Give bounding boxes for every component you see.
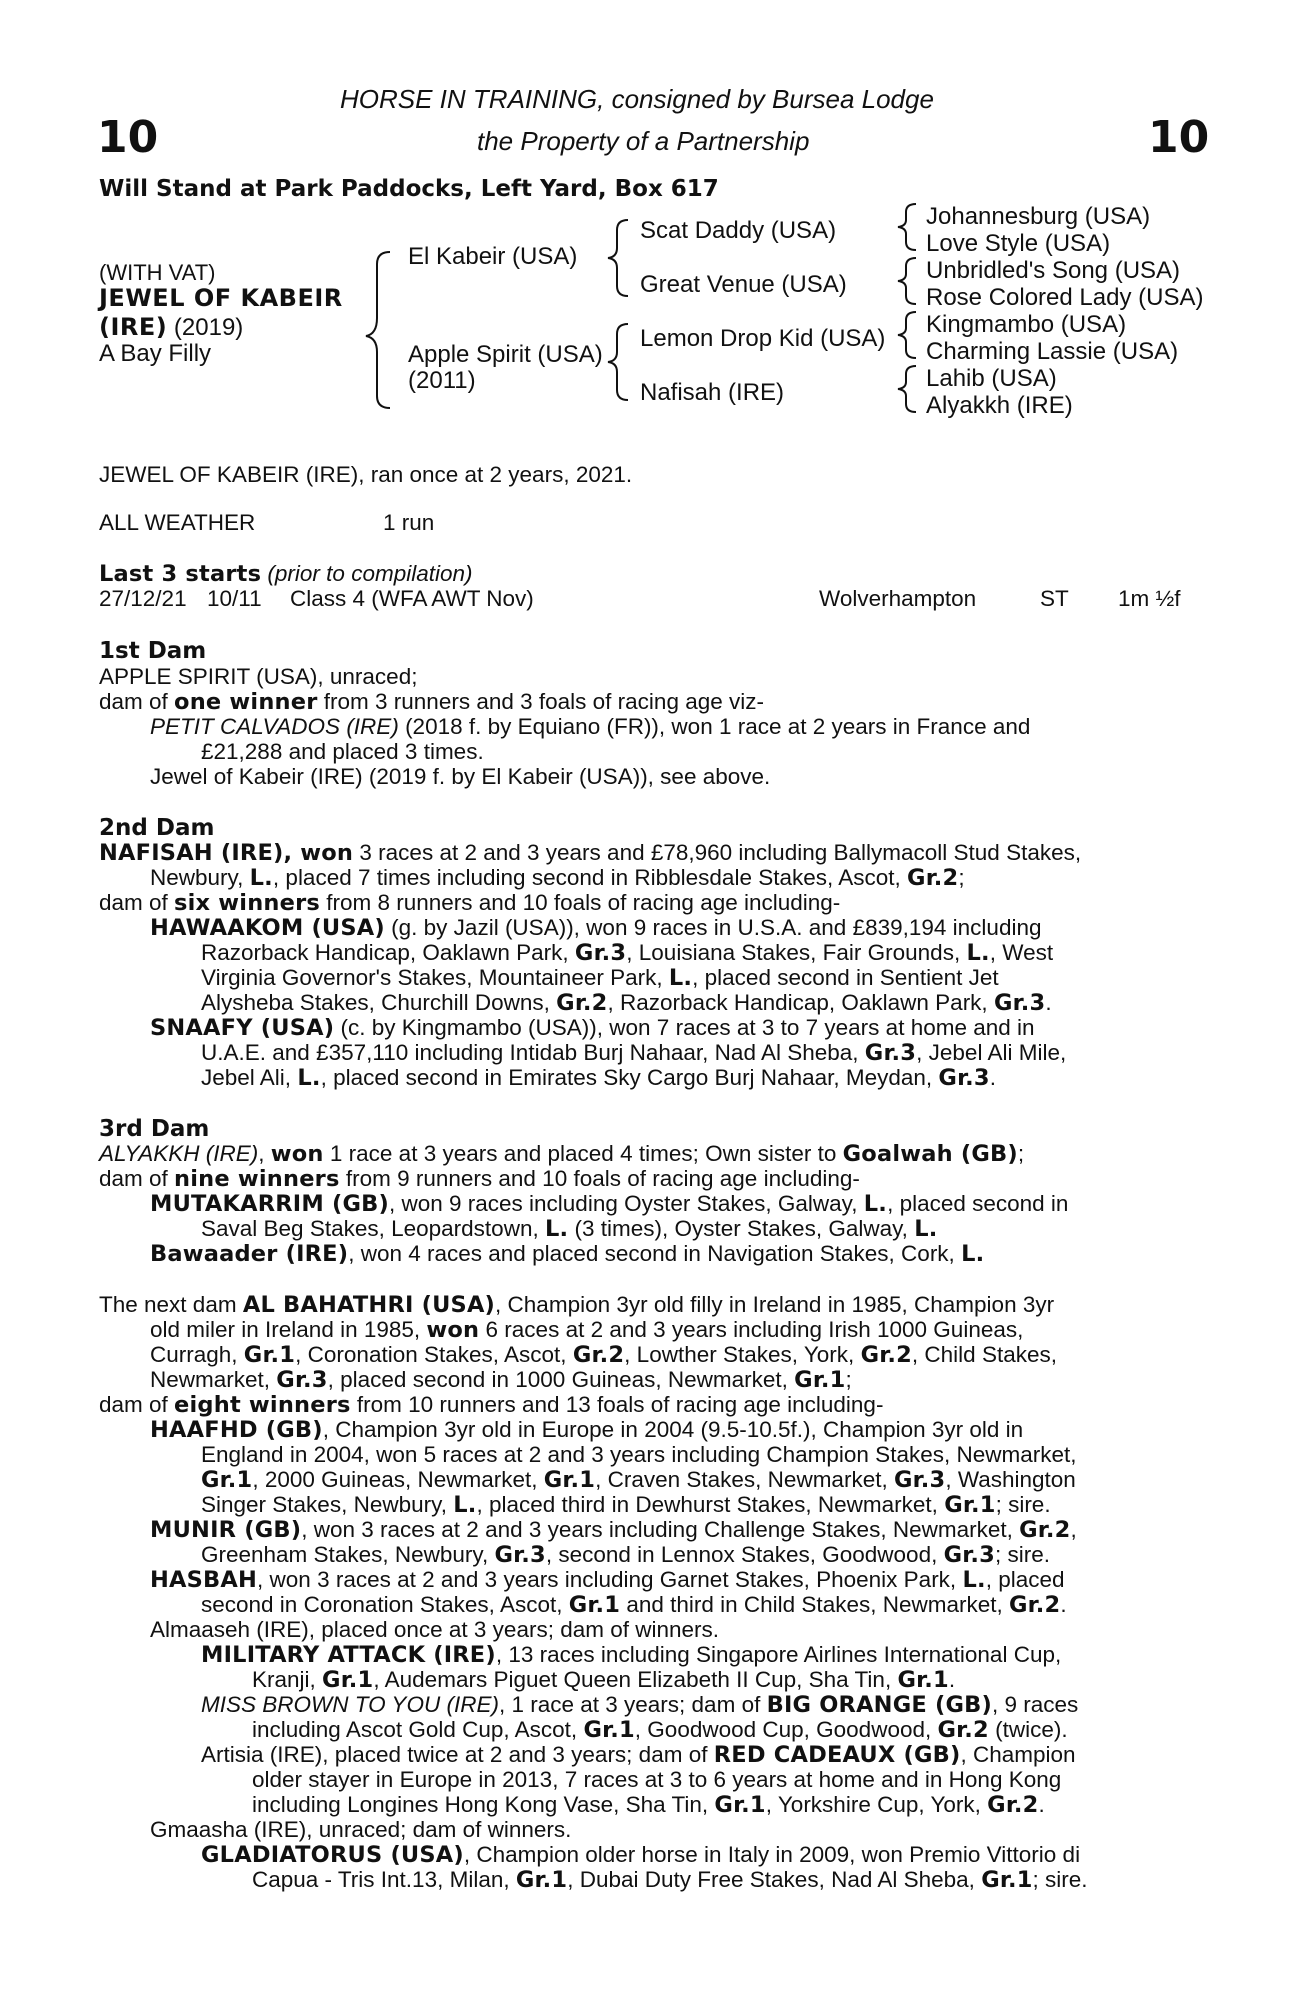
sire-dam: Great Venue (USA): [640, 271, 847, 298]
next-dam-line: Almaaseh (IRE), placed once at 3 years; dam of winners.: [150, 1617, 720, 1642]
next-dam-line: dam of eight winners from 10 runners and 13 foals of racing age including-: [99, 1392, 884, 1418]
third-dam-line: Bawaader (IRE), won 4 races and placed second in Navigation Stakes, Cork, L.: [150, 1241, 985, 1267]
start-surface: ST: [1040, 586, 1069, 611]
next-dam-line: Curragh, Gr.1, Coronation Stakes, Ascot, Gr.2, Lowther Stakes, York, Gr.2, Child Stakes,: [150, 1342, 1057, 1368]
start-class: Class 4 (WFA AWT Nov): [290, 586, 534, 611]
ancestor-7: Lahib (USA): [926, 365, 1057, 392]
first-dam-line: APPLE SPIRIT (USA), unraced;: [99, 664, 418, 689]
ancestor-6: Charming Lassie (USA): [926, 338, 1179, 365]
next-dam-line: Gr.1, 2000 Guineas, Newmarket, Gr.1, Craven Stakes, Newmarket, Gr.3, Washington: [201, 1467, 1076, 1493]
last-starts-heading: Last 3 starts (prior to compilation): [99, 561, 473, 587]
property-line: the Property of a Partnership: [477, 126, 810, 156]
lot-number-left: 10: [97, 112, 159, 163]
third-dam-line: Saval Beg Stakes, Leopardstown, L. (3 times), Oyster Stakes, Galway, L.: [201, 1216, 938, 1242]
dam: Apple Spirit (USA): [408, 341, 603, 368]
next-dam-line: Singer Stakes, Newbury, L., placed third in Dewhurst Stakes, Newmarket, Gr.1; sire.: [201, 1492, 1051, 1518]
next-dam-line: Newmarket, Gr.3, placed second in 1000 Guineas, Newmarket, Gr.1;: [150, 1367, 852, 1393]
race-summary: JEWEL OF KABEIR (IRE), ran once at 2 years, 2021.: [99, 462, 633, 487]
second-dam-line: Alysheba Stakes, Churchill Downs, Gr.2, Razorback Handicap, Oaklawn Park, Gr.3.: [201, 990, 1052, 1016]
consignment-line: HORSE IN TRAINING, consigned by Bursea Lodge: [340, 84, 934, 114]
third-dam-line: ALYAKKH (IRE), won 1 race at 3 years and placed 4 times; Own sister to Goalwah (GB);: [99, 1141, 1025, 1167]
start-course: Wolverhampton: [819, 586, 977, 611]
second-dam-line: Jebel Ali, L., placed second in Emirates Sky Cargo Burj Nahaar, Meydan, Gr.3.: [201, 1065, 997, 1091]
horse-description: A Bay Filly: [99, 340, 212, 367]
start-distance: 1m ½f: [1118, 586, 1181, 611]
ancestor-4: Rose Colored Lady (USA): [926, 284, 1204, 311]
first-dam-line: PETIT CALVADOS (IRE) (2018 f. by Equiano (FR)), won 1 race at 2 years in France and: [150, 714, 1031, 739]
ancestor-5: Kingmambo (USA): [926, 311, 1127, 338]
first-dam-line: £21,288 and placed 3 times.: [201, 739, 484, 764]
ancestor-3: Unbridled's Song (USA): [926, 257, 1181, 284]
second-dam-line: Razorback Handicap, Oaklawn Park, Gr.3, Louisiana Stakes, Fair Grounds, L., West: [201, 940, 1054, 966]
sire-sire: Scat Daddy (USA): [640, 217, 837, 244]
next-dam-line: Greenham Stakes, Newbury, Gr.3, second in Lennox Stakes, Goodwood, Gr.3; sire.: [201, 1542, 1050, 1568]
ancestor-8: Alyakkh (IRE): [926, 392, 1073, 419]
next-dam-line: second in Coronation Stakes, Ascot, Gr.1 and third in Child Stakes, Newmarket, Gr.2.: [201, 1592, 1067, 1618]
third-dam-line: MUTAKARRIM (GB), won 9 races including Oyster Stakes, Galway, L., placed second in: [150, 1191, 1069, 1217]
second-dam-line: Newbury, L., placed 7 times including second in Ribblesdale Stakes, Ascot, Gr.2;: [150, 865, 965, 891]
second-dam-line: Virginia Governor's Stakes, Mountaineer Park, L., placed second in Sentient Jet: [201, 965, 999, 991]
pedigree-bracket-main: [0, 0, 1, 1]
second-dam-line: dam of six winners from 8 runners and 10 foals of racing age including-: [99, 890, 841, 916]
next-dam-line: MILITARY ATTACK (IRE), 13 races including Singapore Airlines International Cup,: [201, 1642, 1062, 1668]
stand-location: Will Stand at Park Paddocks, Left Yard, Box 617: [99, 176, 719, 202]
next-dam-line: HASBAH, won 3 races at 2 and 3 years including Garnet Stakes, Phoenix Park, L., placed: [150, 1567, 1065, 1593]
next-dam-line: Capua - Tris Int.13, Milan, Gr.1, Dubai Duty Free Stakes, Nad Al Sheba, Gr.1; sire.: [252, 1867, 1088, 1893]
second-dam-line: SNAAFY (USA) (c. by Kingmambo (USA)), won 7 races at 3 to 7 years at home and in: [150, 1015, 1035, 1041]
ancestor-2: Love Style (USA): [926, 230, 1111, 257]
all-weather-label: ALL WEATHER: [99, 510, 256, 535]
dam-sire: Lemon Drop Kid (USA): [640, 325, 886, 352]
first-dam-heading: 1st Dam: [99, 638, 207, 664]
second-dam-line: U.A.E. and £357,110 including Intidab Burj Nahaar, Nad Al Sheba, Gr.3, Jebel Ali Mile,: [201, 1040, 1067, 1066]
lot-number-right: 10: [1148, 112, 1210, 163]
next-dam-line: including Longines Hong Kong Vase, Sha Tin, Gr.1, Yorkshire Cup, York, Gr.2.: [252, 1792, 1045, 1818]
next-dam-line: MUNIR (GB), won 3 races at 2 and 3 years including Challenge Stakes, Newmarket, Gr.2,: [150, 1517, 1077, 1543]
ancestor-1: Johannesburg (USA): [926, 203, 1151, 230]
next-dam-line: MISS BROWN TO YOU (IRE), 1 race at 3 years; dam of BIG ORANGE (GB), 9 races: [201, 1692, 1079, 1718]
next-dam-line: older stayer in Europe in 2013, 7 races at 3 to 6 years at home and in Hong Kong: [252, 1767, 1062, 1792]
start-position: 10/11: [207, 586, 262, 611]
start-date: 27/12/21: [99, 586, 187, 611]
all-weather-value: 1 run: [383, 510, 435, 535]
next-dam-line: The next dam AL BAHATHRI (USA), Champion 3yr old filly in Ireland in 1985, Champion 3yr: [99, 1292, 1055, 1318]
vat-note: (WITH VAT): [99, 260, 216, 285]
horse-country-year: (IRE) (2019): [99, 313, 244, 341]
next-dam-line: Kranji, Gr.1, Audemars Piguet Queen Elizabeth II Cup, Sha Tin, Gr.1.: [252, 1667, 956, 1693]
third-dam-line: dam of nine winners from 9 runners and 10 foals of racing age including-: [99, 1166, 860, 1192]
next-dam-line: Gmaasha (IRE), unraced; dam of winners.: [150, 1817, 572, 1842]
next-dam-line: GLADIATORUS (USA), Champion older horse in Italy in 2009, won Premio Vittorio di: [201, 1842, 1081, 1868]
next-dam-line: HAAFHD (GB), Champion 3yr old in Europe in 2004 (9.5-10.5f.), Champion 3yr old in: [150, 1417, 1024, 1443]
dam-dam: Nafisah (IRE): [640, 379, 785, 406]
second-dam-heading: 2nd Dam: [99, 815, 215, 841]
first-dam-line: dam of one winner from 3 runners and 3 foals of racing age viz-: [99, 689, 764, 715]
next-dam-line: old miler in Ireland in 1985, won 6 races at 2 and 3 years including Irish 1000 Guineas,: [150, 1317, 1024, 1343]
second-dam-line: HAWAAKOM (USA) (g. by Jazil (USA)), won 9 races in U.S.A. and £839,194 including: [150, 915, 1042, 941]
next-dam-line: including Ascot Gold Cup, Ascot, Gr.1, Goodwood Cup, Goodwood, Gr.2 (twice).: [252, 1717, 1068, 1743]
second-dam-line: NAFISAH (IRE), won 3 races at 2 and 3 years and £78,960 including Ballymacoll Stud Stakes,: [99, 840, 1082, 866]
sire: El Kabeir (USA): [408, 243, 578, 270]
first-dam-line: Jewel of Kabeir (IRE) (2019 f. by El Kabeir (USA)), see above.: [150, 764, 771, 789]
next-dam-line: England in 2004, won 5 races at 2 and 3 years including Champion Stakes, Newmarket,: [201, 1442, 1077, 1467]
horse-name: JEWEL OF KABEIR: [99, 284, 343, 312]
next-dam-line: Artisia (IRE), placed twice at 2 and 3 years; dam of RED CADEAUX (GB), Champion: [201, 1742, 1076, 1768]
third-dam-heading: 3rd Dam: [99, 1116, 210, 1142]
dam-year: (2011): [408, 367, 476, 394]
